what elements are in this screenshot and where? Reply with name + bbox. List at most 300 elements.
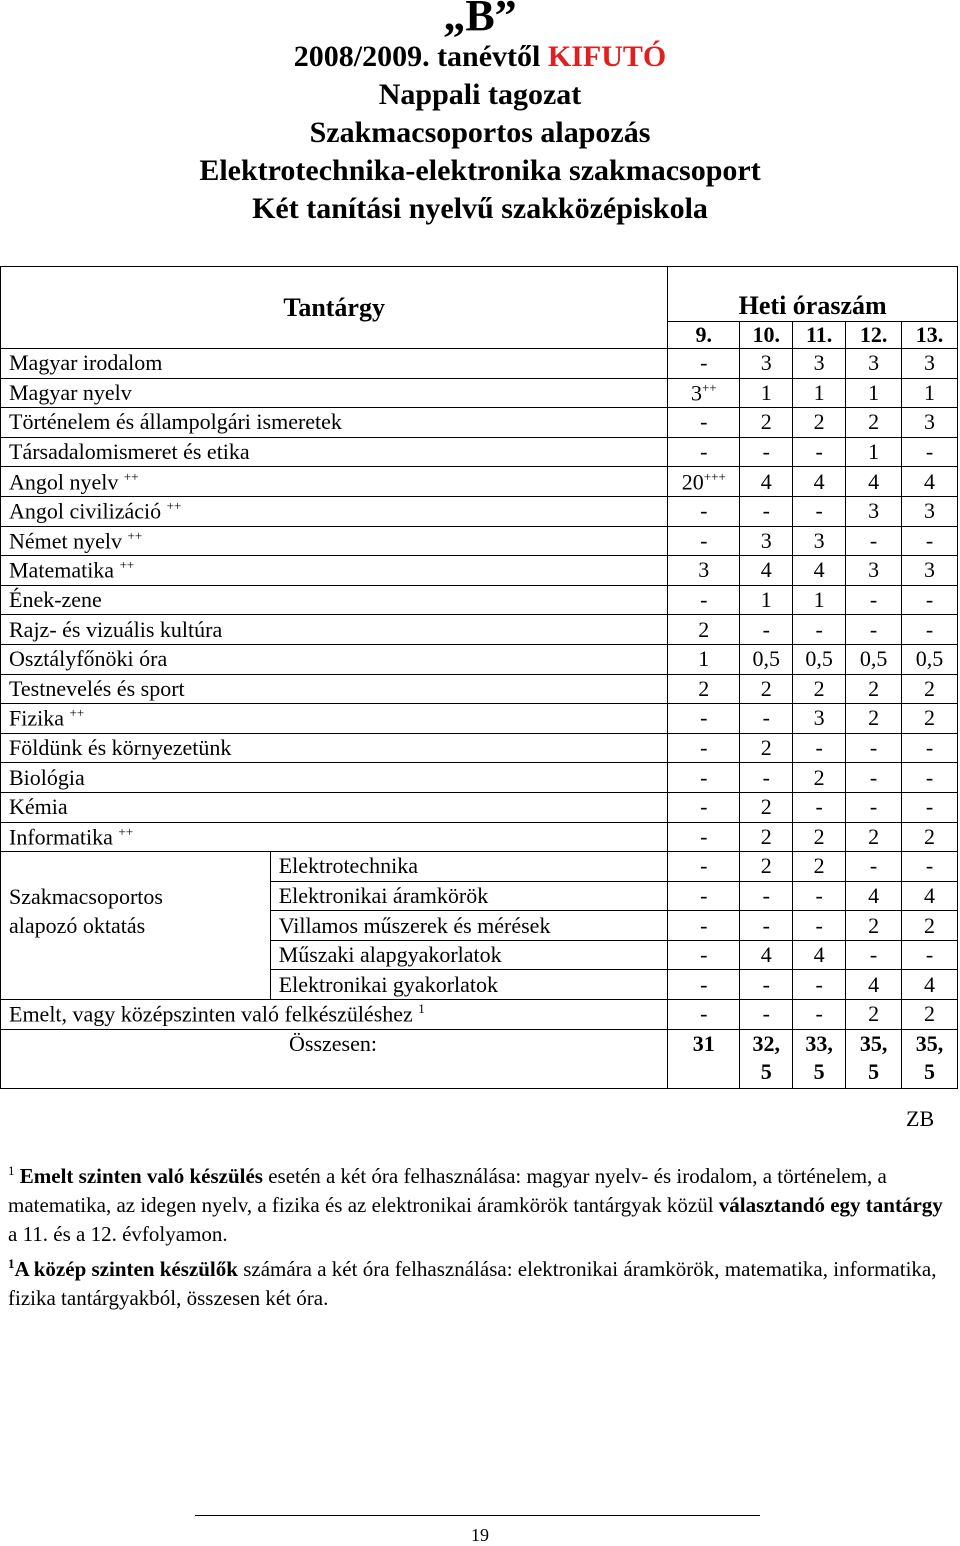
subject-name: Matematika: [9, 557, 120, 583]
hours-value: 2: [868, 409, 880, 435]
subject-name: Informatika: [9, 823, 119, 849]
hours-cell: [740, 940, 793, 970]
hours-value: 3: [924, 409, 936, 435]
table-row: [1, 674, 958, 704]
group-subject-cell: Elektronikai gyakorlatok: [270, 970, 668, 1000]
table-row: [1, 349, 958, 379]
hours-cell: [793, 911, 846, 941]
hours-cell: [668, 526, 740, 556]
subject-cell: [1, 378, 668, 408]
hours-value: -: [815, 1001, 823, 1027]
hours-value: 3: [698, 557, 710, 583]
hours-value: -: [700, 409, 708, 435]
hours-cell: [740, 349, 793, 379]
curriculum-table: [0, 266, 958, 1089]
hours-value: 3: [868, 557, 880, 583]
hours-value: 1: [698, 646, 710, 672]
hours-cell: [668, 881, 740, 911]
hours-cell: [793, 437, 846, 467]
hours-value: -: [815, 882, 823, 908]
hours-value: 4: [868, 468, 880, 494]
hours-cell: [793, 822, 846, 852]
hours-value: 3: [813, 705, 825, 731]
hours-cell: [668, 1000, 740, 1030]
subject-cell: [1, 349, 668, 379]
footnote-2-text: számára a két óra felhasználása: elektronikai áramkörök, matematika, informatika, fizika tantárgyakból, összesen két óra.: [8, 1257, 937, 1310]
subject-name: Magyar nyelv: [9, 379, 132, 405]
subject-cell: [1, 615, 668, 645]
hours-cell: [846, 911, 902, 941]
hours-value: -: [700, 912, 708, 938]
hours-value: -: [925, 942, 934, 968]
hours-cell: [846, 970, 902, 1000]
hours-value: 4: [813, 557, 825, 583]
hours-cell: [902, 526, 958, 556]
hours-value: 4: [813, 942, 825, 968]
hours-marker: +++: [703, 468, 726, 484]
table-row: [1, 556, 958, 586]
hours-value: 2: [868, 912, 880, 938]
hours-cell: [902, 881, 958, 911]
hours-cell: [902, 704, 958, 734]
hours-value: -: [869, 735, 878, 761]
subject-marker: ++: [118, 823, 134, 839]
subject-name: Német nyelv: [9, 528, 128, 554]
hours-cell: [668, 467, 740, 497]
subject-marker: ++: [69, 705, 85, 721]
group-subject-cell: Elektrotechnika: [270, 852, 668, 882]
group-row: [1, 852, 958, 882]
hours-cell: [793, 852, 846, 882]
hours-cell: [902, 1000, 958, 1030]
hours-value: -: [869, 764, 878, 790]
hours-cell: [846, 644, 902, 674]
hours-value: 2: [698, 675, 710, 701]
hours-cell: [668, 615, 740, 645]
total-value: 35, 5: [846, 1029, 902, 1088]
hours-value: 3: [760, 350, 772, 376]
hours-value: -: [700, 882, 708, 908]
hours-value: 2: [813, 675, 825, 701]
subject-cell: [1, 585, 668, 615]
hours-value: -: [700, 942, 708, 968]
table-row: [1, 822, 958, 852]
hours-value: -: [762, 498, 770, 524]
hours-value: 4: [924, 468, 936, 494]
subject-cell: [1, 792, 668, 822]
header-line-3: Szakmacsoportos alapozás: [309, 116, 651, 149]
variant-label: „B”: [443, 0, 517, 40]
hours-value: 3: [924, 557, 936, 583]
hours-value: 2: [868, 823, 880, 849]
hours-cell: [740, 881, 793, 911]
prep-row: [1, 1000, 958, 1030]
hours-cell: [902, 378, 958, 408]
hours-cell: [740, 556, 793, 586]
hours-cell: [846, 763, 902, 793]
hours-cell: [902, 615, 958, 645]
hours-value: 2: [760, 675, 772, 701]
hours-value: 2: [760, 794, 772, 820]
subject-name: Kémia: [9, 794, 68, 820]
page-header: [0, 0, 960, 228]
hours-cell: [740, 644, 793, 674]
prep-subject-cell: [1, 1000, 668, 1030]
hours-cell: [740, 437, 793, 467]
hours-value: 2: [760, 823, 772, 849]
hours-value: 2: [813, 764, 825, 790]
subject-name: Angol nyelv: [9, 468, 124, 494]
grade-header-5: 13.: [902, 322, 958, 349]
hours-value: -: [869, 616, 878, 642]
subject-name: Társadalomismeret és etika: [9, 439, 250, 465]
page-number: 19: [471, 1525, 489, 1545]
hours-value: 2: [760, 735, 772, 761]
hours-value: -: [925, 764, 934, 790]
hours-value: 2: [868, 1001, 880, 1027]
table-row: [1, 792, 958, 822]
hours-cell: [902, 349, 958, 379]
header-year: 2008/2009. tanévtől: [293, 40, 548, 73]
hours-value: 3: [690, 380, 702, 406]
table-row: [1, 763, 958, 793]
subject-marker: ++: [123, 468, 139, 484]
table-row: [1, 704, 958, 734]
hours-value: 3: [924, 350, 936, 376]
hours-cell: [846, 822, 902, 852]
hours-cell: [902, 911, 958, 941]
hours-value: -: [700, 764, 708, 790]
subject-marker: ++: [166, 498, 182, 514]
hours-cell: [846, 437, 902, 467]
hours-cell: [793, 585, 846, 615]
hours-cell: [740, 704, 793, 734]
hours-cell: [793, 467, 846, 497]
hours-cell: [793, 615, 846, 645]
hours-cell: [793, 1000, 846, 1030]
subject-name: Angol civilizáció: [9, 498, 167, 524]
total-value: 33, 5: [793, 1029, 846, 1088]
hours-cell: [846, 881, 902, 911]
hours-value: -: [869, 794, 878, 820]
hours-value: 2: [924, 675, 936, 701]
hours-cell: [902, 674, 958, 704]
hours-cell: [668, 704, 740, 734]
hours-cell: [793, 349, 846, 379]
hours-value: 1: [760, 379, 772, 405]
hours-value: -: [700, 823, 708, 849]
hours-cell: [668, 674, 740, 704]
hours-value: -: [815, 794, 823, 820]
hours-value: -: [762, 439, 770, 465]
hours-value: 0,5: [859, 646, 888, 672]
subject-cell: [1, 704, 668, 734]
hours-value: -: [925, 527, 934, 553]
hours-value: 3: [813, 527, 825, 553]
subject-cell: [1, 556, 668, 586]
hours-cell: [846, 792, 902, 822]
hours-value: -: [762, 912, 770, 938]
hours-cell: [846, 526, 902, 556]
hours-value: 0,5: [752, 646, 780, 672]
subject-name: Osztályfőnöki óra: [9, 646, 168, 672]
total-value: 32, 5: [740, 1029, 793, 1088]
table-row: [1, 615, 958, 645]
hours-value: 2: [868, 705, 880, 731]
hours-value: -: [762, 882, 770, 908]
table-row: [1, 585, 958, 615]
hours-cell: [668, 970, 740, 1000]
hours-cell: [668, 940, 740, 970]
hours-cell: [902, 822, 958, 852]
hours-value: 2: [813, 823, 825, 849]
header-line-4: Elektrotechnika-elektronika szakmacsoport: [199, 154, 761, 187]
group-label-cell: [1, 852, 271, 1000]
hours-cell: [668, 496, 740, 526]
hours-value: 0,5: [805, 646, 833, 672]
subject-cell: [1, 408, 668, 438]
hours-value: -: [762, 705, 770, 731]
hours-value: -: [700, 350, 708, 376]
hours-cell: [846, 674, 902, 704]
grade-header-3: 11.: [793, 322, 846, 349]
hours-cell: [902, 408, 958, 438]
hours-cell: [793, 644, 846, 674]
hours-cell: [793, 526, 846, 556]
col-hours-header: Heti óraszám: [668, 267, 958, 322]
subject-cell: [1, 674, 668, 704]
prep-subject: Emelt, vagy középszinten való felkészüléshez: [9, 1001, 419, 1027]
hours-value: 2: [924, 1001, 936, 1027]
hours-cell: [846, 852, 902, 882]
hours-cell: [793, 556, 846, 586]
hours-cell: [740, 911, 793, 941]
hours-cell: [902, 496, 958, 526]
hours-value: -: [815, 616, 823, 642]
group-subject-cell: Villamos műszerek és mérések: [270, 911, 668, 941]
total-value: 31: [668, 1029, 740, 1088]
hours-cell: [740, 822, 793, 852]
hours-value: -: [925, 439, 934, 465]
hours-value: -: [700, 794, 708, 820]
hours-cell: [902, 763, 958, 793]
hours-cell: [793, 408, 846, 438]
hours-cell: [793, 792, 846, 822]
hours-cell: [668, 852, 740, 882]
hours-cell: [846, 349, 902, 379]
total-value: 35, 5: [902, 1029, 958, 1088]
subject-cell: [1, 496, 668, 526]
hours-cell: [902, 585, 958, 615]
hours-value: 0,5: [915, 646, 944, 672]
hours-cell: [902, 733, 958, 763]
footnote-1-text-2: a 11. és a 12. évfolyamon.: [8, 1222, 228, 1246]
subject-name: Magyar irodalom: [9, 350, 163, 376]
hours-value: 4: [760, 468, 772, 494]
hours-value: -: [869, 527, 878, 553]
prep-marker: 1: [418, 1001, 425, 1017]
hours-cell: [846, 704, 902, 734]
hours-cell: [846, 615, 902, 645]
hours-value: -: [815, 971, 823, 997]
table-row: [1, 644, 958, 674]
hours-value: 1: [813, 587, 825, 613]
hours-cell: [793, 763, 846, 793]
footnote-2-marker: 1: [8, 1256, 15, 1271]
header-status: KIFUTÓ: [547, 40, 667, 73]
grade-header-1: 9.: [668, 322, 740, 349]
group-label-2: alapozó oktatás: [9, 913, 146, 939]
group-subject-cell: Műszaki alapgyakorlatok: [270, 940, 668, 970]
hours-value: 4: [760, 942, 772, 968]
footnote-1: [8, 1156, 948, 1249]
subject-cell: [1, 644, 668, 674]
hours-cell: [668, 911, 740, 941]
hours-value: -: [700, 498, 708, 524]
table-row: [1, 378, 958, 408]
subject-cell: [1, 437, 668, 467]
subject-name: Fizika: [9, 705, 70, 731]
hours-value: 3: [868, 498, 880, 524]
hours-value: 2: [813, 409, 825, 435]
table-row: [1, 496, 958, 526]
hours-cell: [793, 378, 846, 408]
hours-cell: [902, 437, 958, 467]
hours-cell: [793, 940, 846, 970]
hours-cell: [902, 644, 958, 674]
hours-value: 1: [760, 587, 772, 613]
total-label: Összesen:: [1, 1029, 668, 1088]
hours-cell: [740, 585, 793, 615]
hours-cell: [846, 556, 902, 586]
hours-cell: [740, 1000, 793, 1030]
hours-cell: [740, 763, 793, 793]
group-label-1: Szakmacsoportos: [9, 884, 163, 910]
footer-divider: [195, 1515, 760, 1516]
hours-value: 2: [868, 675, 880, 701]
hours-cell: [793, 704, 846, 734]
hours-value: -: [762, 1001, 770, 1027]
subject-name: Biológia: [9, 764, 85, 790]
hours-value: -: [700, 587, 708, 613]
hours-value: 3: [924, 498, 936, 524]
subject-marker: ++: [127, 527, 143, 543]
subject-name: Történelem és állampolgári ismeretek: [9, 409, 342, 435]
hours-value: 2: [698, 616, 710, 642]
subject-name: Földünk és környezetünk: [9, 735, 232, 761]
hours-cell: [793, 970, 846, 1000]
hours-value: 1: [868, 439, 880, 465]
hours-cell: [740, 467, 793, 497]
subject-name: Testnevelés és sport: [9, 675, 185, 701]
hours-cell: [793, 674, 846, 704]
hours-value: -: [815, 498, 823, 524]
hours-value: 1: [868, 379, 880, 405]
subject-cell: [1, 763, 668, 793]
hours-value: 3: [813, 350, 825, 376]
hours-cell: [902, 467, 958, 497]
hours-value: -: [762, 616, 770, 642]
hours-value: 1: [924, 379, 936, 405]
footnote-1-marker: 1: [8, 1163, 15, 1178]
table-row: [1, 437, 958, 467]
hours-value: -: [925, 794, 934, 820]
hours-value: -: [925, 735, 934, 761]
hours-cell: [740, 615, 793, 645]
footnote-2-bold: A közép szinten készülők: [14, 1257, 238, 1281]
hours-cell: [668, 763, 740, 793]
header-year-line: [0, 38, 960, 76]
grade-header-4: 12.: [846, 322, 902, 349]
hours-cell: [740, 674, 793, 704]
hours-cell: [740, 970, 793, 1000]
table-header-row: [1, 267, 958, 322]
hours-value: 2: [760, 409, 772, 435]
hours-value: 2: [760, 853, 772, 879]
group-subject-cell: Elektronikai áramkörök: [270, 881, 668, 911]
hours-cell: [668, 378, 740, 408]
subject-marker: ++: [119, 557, 135, 573]
hours-value: 4: [924, 971, 936, 997]
footnote-1-text: esetén a két óra felhasználása: magyar nyelv- és irodalom, a történelem, a matematika, az idegen nyelv, a fizika és az elektronikai áramkörök tantárgyak közül: [8, 1164, 887, 1217]
hours-value: -: [700, 1001, 708, 1027]
table-body: [1, 267, 958, 1089]
hours-cell: [902, 792, 958, 822]
table-row: [1, 408, 958, 438]
hours-cell: [846, 408, 902, 438]
hours-cell: [668, 585, 740, 615]
hours-value: -: [869, 587, 878, 613]
subject-cell: [1, 822, 668, 852]
hours-value: 4: [760, 557, 772, 583]
hours-value: -: [869, 942, 878, 968]
hours-cell: [740, 408, 793, 438]
hours-cell: [740, 733, 793, 763]
hours-cell: [740, 496, 793, 526]
header-line-2: Nappali tagozat: [378, 78, 582, 111]
hours-cell: [846, 467, 902, 497]
subject-cell: [1, 526, 668, 556]
hours-value: -: [762, 764, 770, 790]
subject-cell: [1, 467, 668, 497]
footnote-1-bold-2: választandó egy tantárgy: [718, 1193, 943, 1217]
subject-name: Rajz- és vizuális kultúra: [9, 616, 223, 642]
hours-cell: [740, 526, 793, 556]
table-row: [1, 526, 958, 556]
hours-value: 4: [868, 882, 880, 908]
hours-cell: [668, 437, 740, 467]
footnote-1-bold: Emelt szinten való készülés: [19, 1164, 263, 1188]
hours-marker: ++: [701, 379, 717, 395]
hours-value: -: [815, 735, 823, 761]
total-row: [1, 1029, 958, 1088]
hours-value: -: [762, 971, 770, 997]
hours-cell: [740, 792, 793, 822]
hours-value: -: [815, 912, 823, 938]
hours-cell: [902, 970, 958, 1000]
hours-value: 3: [760, 527, 772, 553]
subject-name: Ének-zene: [9, 587, 102, 613]
hours-cell: [793, 496, 846, 526]
hours-cell: [793, 881, 846, 911]
footnote-2: [8, 1249, 948, 1313]
hours-value: -: [815, 439, 823, 465]
hours-value: 2: [924, 912, 936, 938]
zb-mark: ZB: [906, 1106, 935, 1131]
hours-value: -: [925, 616, 934, 642]
hours-cell: [668, 349, 740, 379]
hours-cell: [668, 822, 740, 852]
